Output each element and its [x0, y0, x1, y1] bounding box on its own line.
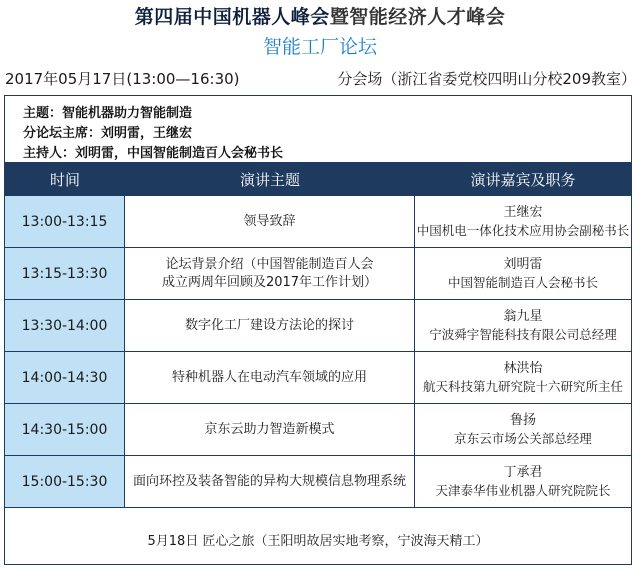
page-subtitle: 智能工厂论坛	[262, 36, 377, 58]
page-title	[0, 2, 640, 29]
speaker-name: 林洪怡	[503, 360, 543, 376]
table-row	[5, 352, 631, 404]
event-date-time: 2017年05月17日(13:00—16:30)	[5, 70, 240, 88]
row-speaker	[415, 404, 631, 455]
schedule-rows	[5, 196, 631, 508]
forum-info	[5, 96, 631, 162]
row-speaker	[415, 300, 631, 351]
header-time: 时间	[49, 170, 80, 189]
speaker-name: 王继宏	[503, 204, 543, 220]
row-time: 14:30-15:00	[5, 404, 125, 455]
row-speaker	[415, 196, 631, 247]
header-speaker: 演讲嘉宾及职务	[470, 170, 576, 189]
table-row	[5, 196, 631, 248]
row-topic: 领导致辞	[125, 196, 415, 247]
speaker-position: 宁波舜宇智能科技有限公司总经理	[429, 326, 617, 342]
row-time: 15:00-15:30	[5, 456, 125, 507]
speaker-position: 天津泰华伟业机器人研究院院长	[435, 482, 611, 498]
row-topic: 京东云助力智造新模式	[125, 404, 415, 455]
row-time: 13:00-13:15	[5, 196, 125, 247]
table-header	[5, 162, 631, 196]
row-topic: 特种机器人在电动汽车领域的应用	[125, 352, 415, 403]
row-topic: 数字化工厂建设方法论的探讨	[125, 300, 415, 351]
row-speaker	[415, 352, 631, 403]
row-topic: 面向环控及装备智能的异构大规模信息物理系统	[125, 456, 415, 507]
event-venue: 分会场（浙江省委党校四明山分校209教室）	[337, 70, 636, 88]
title-main: 第四届中国机器人峰会	[134, 6, 330, 28]
row-speaker	[415, 456, 631, 507]
forum-theme: 主题：智能机器助力智能制造	[23, 106, 193, 121]
table-row	[5, 300, 631, 352]
speaker-position: 中国智能制造百人会秘书长	[447, 274, 598, 290]
speaker-position: 航天科技第九研究院十六研究所主任	[422, 378, 623, 394]
forum-chair: 分论坛主席：刘明雷，王继宏	[23, 126, 193, 141]
table-row	[5, 456, 631, 508]
speaker-position: 京东云市场公关部总经理	[454, 430, 592, 446]
speaker-position: 中国机电一体化技术应用协会副秘书长	[416, 222, 630, 238]
speaker-name: 鲁扬	[509, 412, 536, 428]
title-rest: 暨智能经济人才峰会	[329, 6, 506, 28]
row-time: 13:30-14:00	[5, 300, 125, 351]
excursion-note: 5月18日 匠心之旅（王阳明故居实地考察，宁波海天精工）	[147, 533, 489, 549]
row-speaker	[415, 248, 631, 299]
table-row	[5, 404, 631, 456]
row-topic: 论坛背景介绍（中国智能制造百人会 成立两周年回顾及2017年工作计划）	[125, 248, 415, 299]
speaker-name: 翁九星	[503, 308, 543, 324]
row-time: 13:15-13:30	[5, 248, 125, 299]
speaker-name: 丁承君	[503, 464, 543, 480]
forum-host: 主持人：刘明雷，中国智能制造百人会秘书长	[23, 146, 284, 161]
speaker-name: 刘明雷	[503, 256, 543, 272]
row-time: 14:00-14:30	[5, 352, 125, 403]
table-row	[5, 248, 631, 300]
schedule-frame	[4, 95, 632, 565]
header-topic: 演讲主题	[239, 170, 300, 189]
